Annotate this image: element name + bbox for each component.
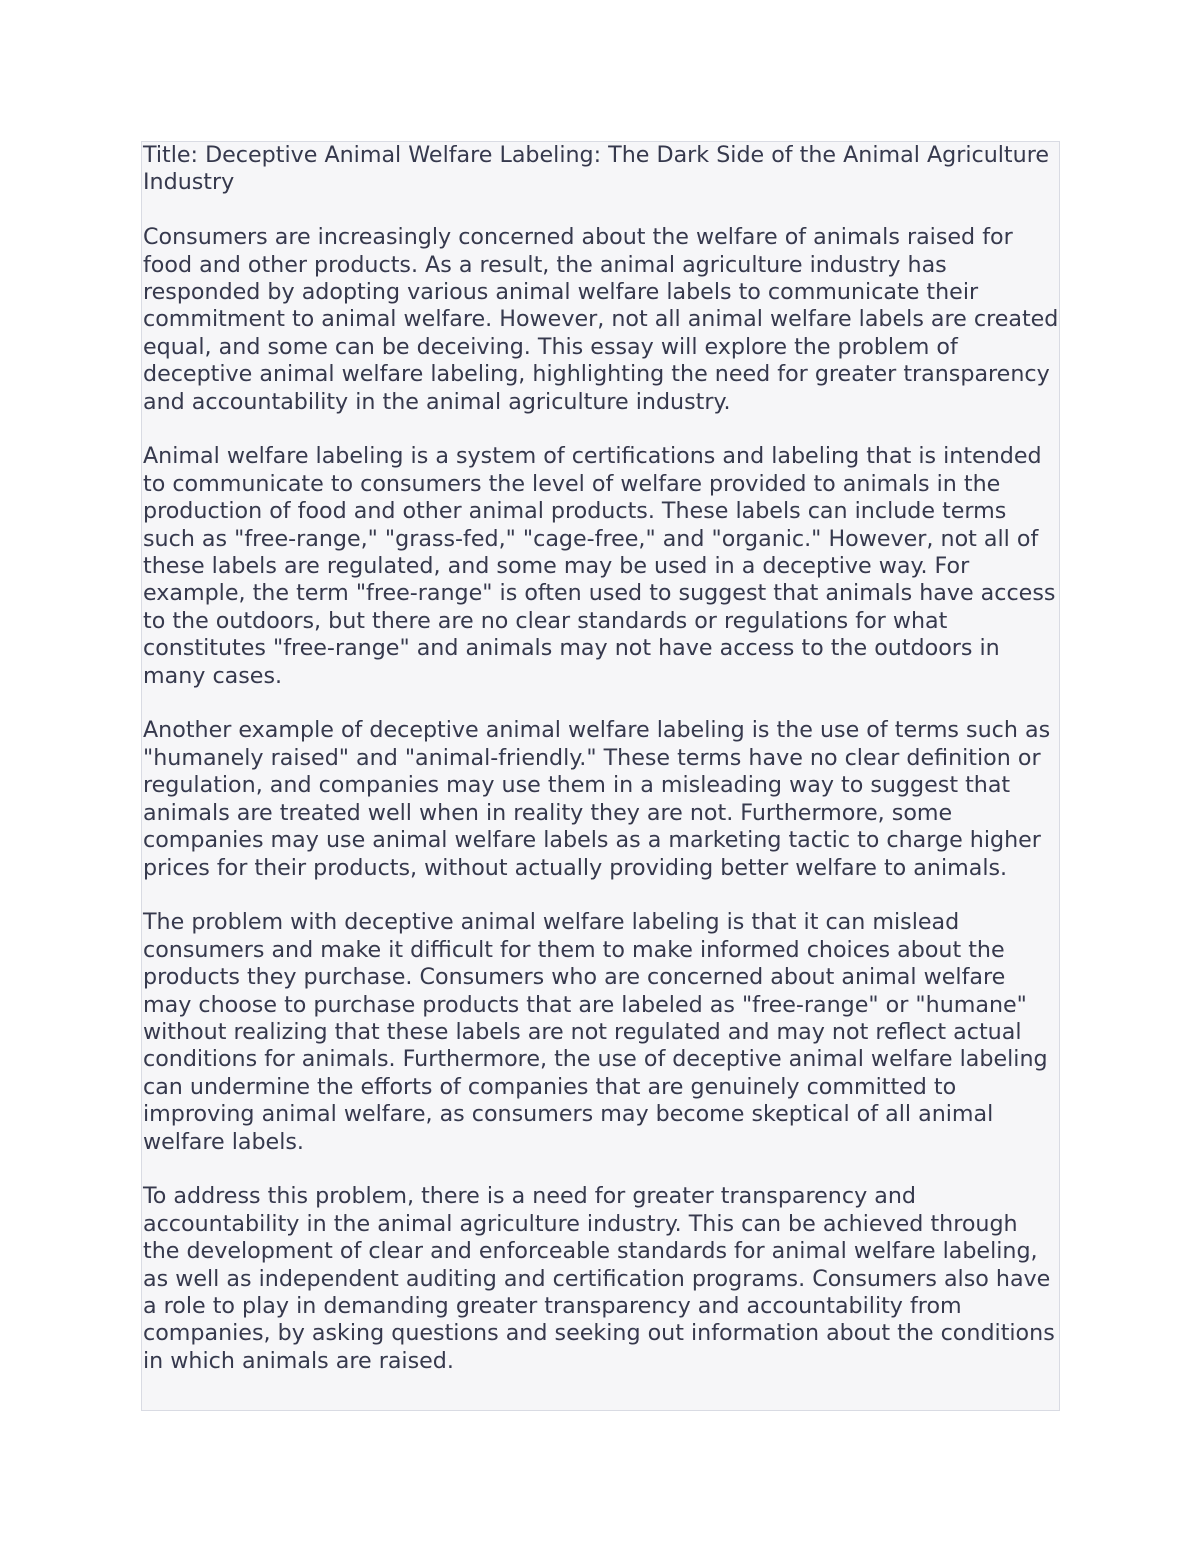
essay-paragraph-1: Consumers are increasingly concerned about the welfare of animals raised for food and other products. As a result, the animal agriculture industry has responded by adopting various animal welfare labels to communicate their commitment to animal welfare. However, not all animal welfare labels are created equal, and some can be deceiving. This essay will explore the problem of deceptive animal welfare labeling, highlighting the need for greater transparency and accountability in the animal agriculture industry.	[143, 224, 1059, 415]
essay-paragraph-2: Animal welfare labeling is a system of certifications and labeling that is intended to communicate to consumers the level of welfare provided to animals in the production of food and other animal products. These labels can include terms such as "free-range," "grass-fed," "cage-free," and "organic." However, not all of these labels are regulated, and some may be used in a deceptive way. For example, the term "free-range" is often used to suggest that animals have access to the outdoors, but there are no clear standards or regulations for what constitutes "free-range" and animals may not have access to the outdoors in many cases.	[143, 443, 1056, 689]
essay-paragraph-5: To address this problem, there is a need for greater transparency and accountability in the animal agriculture industry. This can be achieved through the development of clear and enforceable standards for animal welfare labeling, as well as independent auditing and certification programs. Consumers also have a role to play in demanding greater transparency and accountability from companies, by asking questions and seeking out information about the conditions in which animals are raised.	[143, 1183, 1055, 1374]
essay-title: Title: Deceptive Animal Welfare Labeling: The Dark Side of the Animal Agriculture Industry	[143, 142, 1049, 196]
essay-text-block	[141, 141, 1060, 1411]
essay-paragraph-3: Another example of deceptive animal welfare labeling is the use of terms such as "humanely raised" and "animal-friendly." These terms have no clear definition or regulation, and companies may use them in a misleading way to suggest that animals are treated well when in reality they are not. Furthermore, some companies may use animal welfare labels as a marketing tactic to charge higher prices for their products, without actually providing better welfare to animals.	[143, 717, 1051, 881]
essay-paragraph-4: The problem with deceptive animal welfare labeling is that it can mislead consumers and make it difficult for them to make informed choices about the products they purchase. Consumers who are concerned about animal welfare may choose to purchase products that are labeled as "free-range" or "humane" without realizing that these labels are not regulated and may not reflect actual conditions for animals. Furthermore, the use of deceptive animal welfare labeling can undermine the efforts of companies that are genuinely committed to improving animal welfare, as consumers may become skeptical of all animal welfare labels.	[143, 909, 1048, 1155]
